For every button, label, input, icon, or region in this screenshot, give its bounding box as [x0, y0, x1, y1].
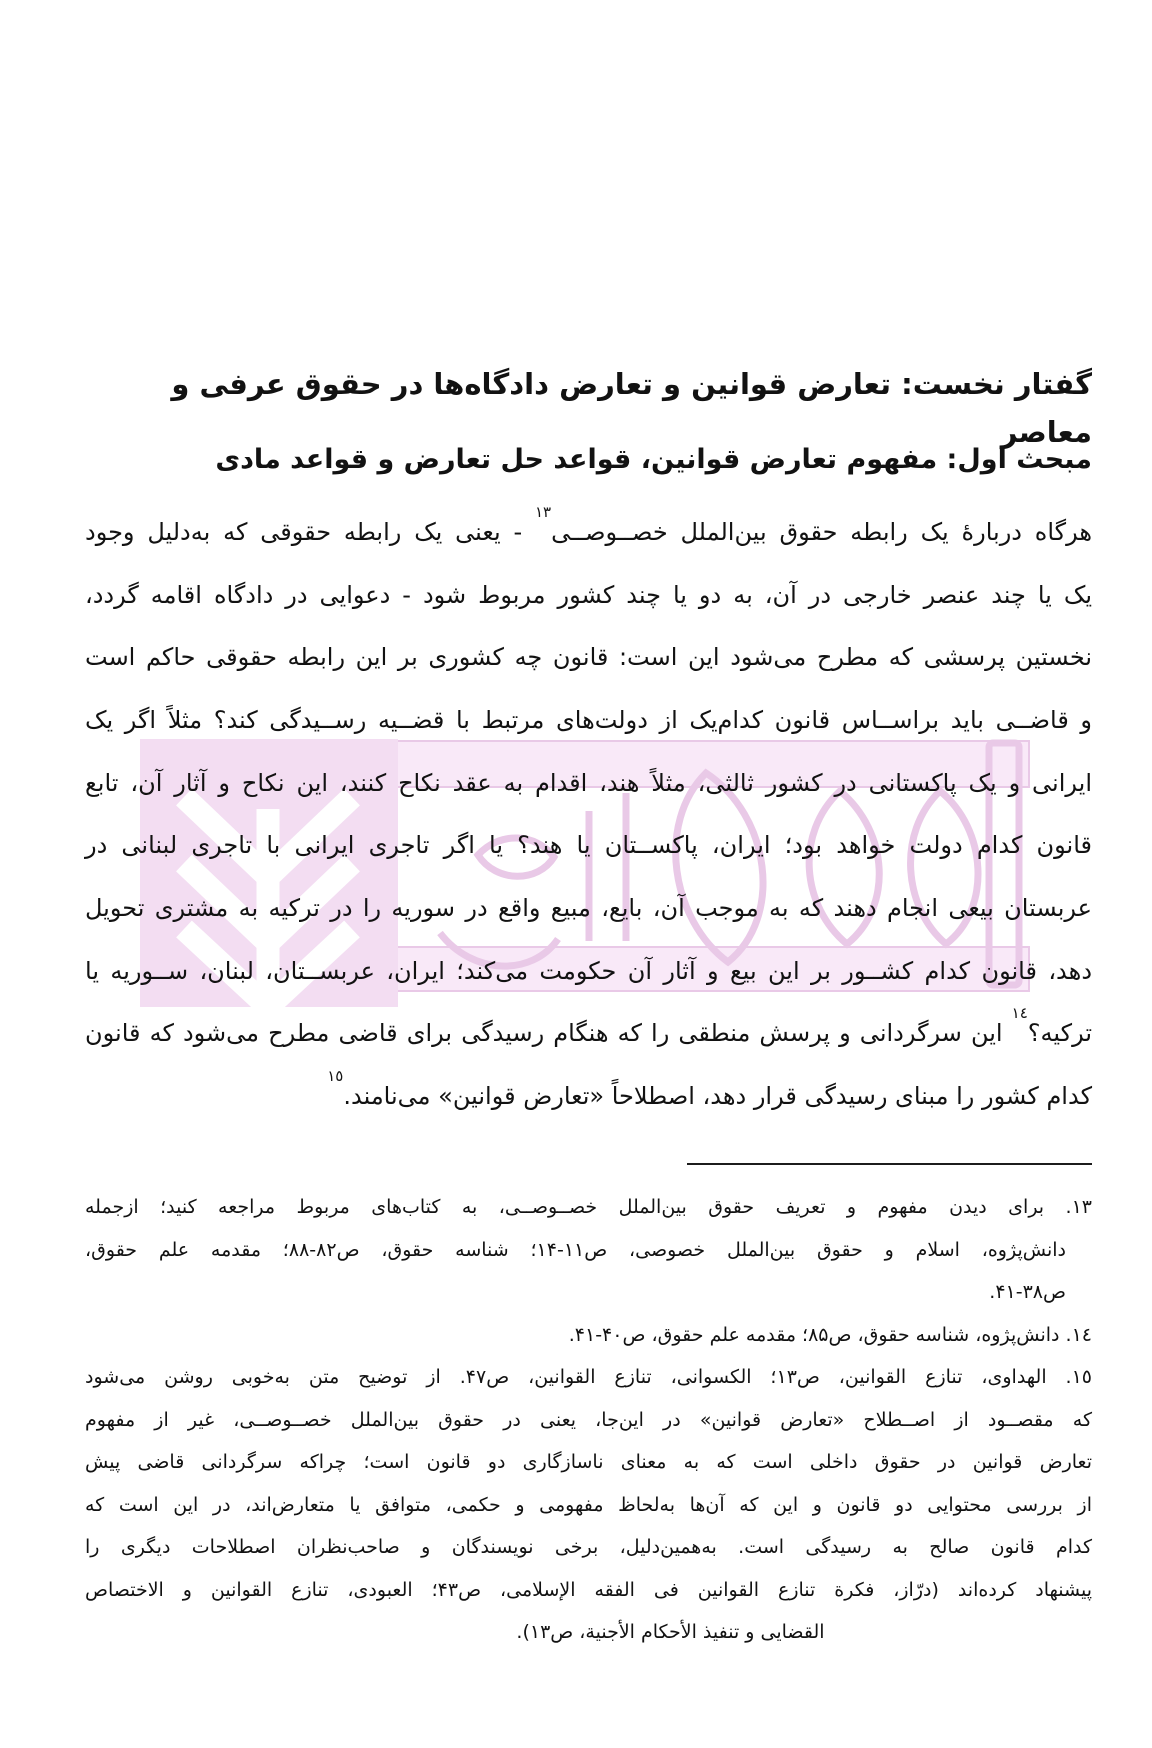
body-text: - یعنی یک رابطه حقوقی که به‌دلیل وجود — [85, 518, 535, 546]
body-line — [85, 757, 1092, 809]
footnote-marker-14: ١٤ — [1011, 1004, 1028, 1022]
footnote-line: پیشنهاد کرده‌اند (درّاز، فکرة تنازع القوانین فی الفقه الإسلامی، ص۴۳؛ العبودی، تنازع القوانین و الاختصاص — [85, 1579, 1092, 1601]
footnote-line: دانش‌پژوه، اسلام و حقوق بین‌الملل خصوصی، ص۱۱-۱۴؛ شناسه حقوق، ص۸۲-۸۸؛ مقدمه علم حقوق، — [85, 1239, 1066, 1261]
body-line — [85, 1004, 1092, 1059]
footnote-line: تعارض قوانین در حقوق داخلی است که به معنای ناسازگاری دو قانون است؛ چراکه سرگردانی قاضی پیش — [85, 1451, 1092, 1473]
body-line — [85, 819, 1092, 871]
body-text: این سرگردانی و پرسش منطقی را که هنگام رسیدگی برای قاضی مطرح می‌شود که قانون — [85, 1019, 1012, 1047]
footnote-line: کدام قانون صالح به رسیدگی است. به‌همین‌دلیل، برخی نویسندگان و صاحب‌نظران اصطلاحات دیگری را — [85, 1536, 1092, 1558]
body-line — [85, 569, 1092, 621]
body-text: دهد، قانون کدام کشــور بر این بیع و آثار آن حکومت می‌کند؛ ایران، عربســتان، لبنان، ســوریه یا — [85, 957, 1092, 985]
body-line — [85, 1067, 1092, 1122]
footnote-marker-15: ١٥ — [327, 1067, 344, 1085]
body-text: کدام کشور را مبنای رسیدگی قرار دهد، اصطلاحاً «تعارض قوانین» می‌نامند. — [343, 1082, 1092, 1110]
footnote-line: ١٤. دانش‌پژوه، شناسه حقوق، ص۸۵؛ مقدمه علم حقوق، ص۴۰-۴۱. — [568, 1324, 1092, 1346]
section-heading: مبحث اول: مفهوم تعارض قوانین، قواعد حل تعارض و قواعد مادی — [215, 444, 1092, 475]
footnote-line: ۱۳. برای دیدن مفهوم و تعریف حقوق بین‌الملل خصــوصــی، به کتاب‌های مربوط مراجعه کنید؛ ازجمله — [85, 1196, 1092, 1218]
footnote-line: القضایی و تنفیذ الأحکام الأجنیة، ص۱۳). — [516, 1621, 825, 1643]
body-line — [85, 694, 1092, 746]
text-column — [85, 0, 1092, 1748]
footnote-line: ص۳۸-۴۱. — [989, 1281, 1066, 1303]
footnote-marker-13: ۱۳ — [534, 503, 552, 521]
footnote-line: از بررسی محتوایی دو قانون و این که آن‌ها به‌لحاظ مفهومی و حکمی، متوافق یا متعارض‌اند، در این است که — [85, 1494, 1092, 1516]
body-text: نخستین پرسشی که مطرح می‌شود این است: قانون چه کشوری بر این رابطه حقوقی حاکم است — [85, 643, 1092, 671]
body-text: ایرانی و یک پاکستانی در کشور ثالثی، مثلاً هند، اقدام به عقد نکاح کنند، این نکاح و آثار آن، تابع — [85, 769, 1092, 797]
body-text: قانون کدام دولت خواهد بود؛ ایران، پاکســتان یا هند؟ یا اگر تاجری ایرانی با تاجری لبنانی در — [85, 831, 1092, 859]
body-line — [85, 503, 1093, 558]
body-text: و قاضــی باید براســاس قانون کدام‌یک از دولت‌های مرتبط با قضــیه رســیدگی کند؟ مثلاً اگر یک — [85, 706, 1092, 734]
body-text: عربستان بیعی انجام دهند که به موجب آن، بایع، مبیع واقع در سوریه را در ترکیه به مشتری تحویل — [85, 894, 1092, 922]
footnote-line: که مقصــود از اصــطلاح «تعارض قوانین» در این‌جا، یعنی در حقوق بین‌الملل خصــوصــی، غیر از مفهوم — [85, 1409, 1092, 1431]
body-line — [85, 945, 1092, 997]
footnote-line: ١٥. الهداوی، تنازع القوانین، ص۱۳؛ الکسوانی، تنازع القوانین، ص۴۷. از توضیح متن به‌خوبی روشن می‌شود — [85, 1366, 1093, 1388]
chapter-heading: گفتار نخست: تعارض قوانین و تعارض دادگاه‌ها در حقوق عرفی و معاصر — [171, 367, 1092, 449]
body-line — [85, 882, 1092, 934]
body-text: هرگاه دربارۀ یک رابطه حقوق بین‌الملل خصــوصــی — [551, 518, 1093, 546]
body-text: ترکیه؟ — [1027, 1019, 1092, 1047]
body-text: یک یا چند عنصر خارجی در آن، به دو یا چند کشور مربوط شود - دعوایی در دادگاه اقامه گردد، — [85, 581, 1092, 609]
body-line — [85, 631, 1092, 683]
footnote-separator — [687, 1163, 1092, 1165]
